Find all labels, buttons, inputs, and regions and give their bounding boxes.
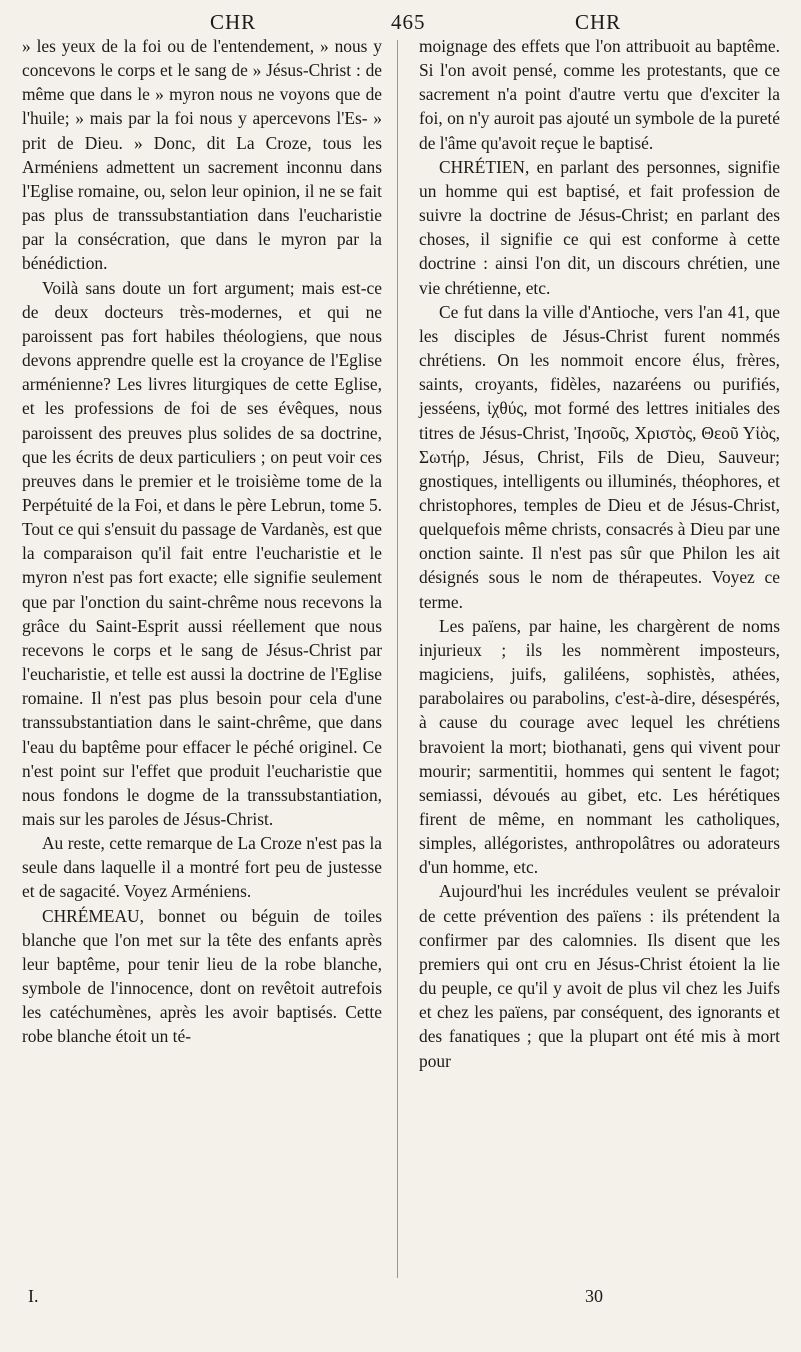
header-left: CHR xyxy=(210,10,257,34)
paragraph: Voilà sans doute un fort argument; mais est-ce de deux docteurs très-modernes, et qui ne paroissent pas fort habiles théologiens, que nous devons apprendre quelle est la croyance de l'Eglise arménienne? Les livres liturgiques de cette Eglise, et les professions de foi de ses évêques, nous paroissent des preuves plus solides de sa doctrine, que les écrits de deux particuliers ; on peut voir ces preuves dans le premier et le troisième tome de la Perpétuité de la Foi, et dans le père Lebrun, tome 5. Tout ce qui s'ensuit du passage de Vardanès, est que la comparaison qu'il fait entre l'eucharistie et le myron n'est pas fort exacte; elle signifie seulement que par l'onction du saint-chrême nous recevons la grâce du Saint-Esprit aussi réellement que nous recevons le corps et le sang de Jésus-Christ par l'eucharistie, et telle est aussi la doctrine de l'Eglise romaine. Il n'est pas plus besoin pour cela d'une transsubstantiation dans le saint-chrême, que dans l'eau du baptême pour effacer le péché originel. Ce n'est point sur l'effet que produit l'eucharistie que nous fondons le dogme de la transsubstantiation, mais sur les paroles de Jésus-Christ. xyxy=(22,277,382,829)
running-header xyxy=(0,4,801,38)
left-column xyxy=(22,34,382,1049)
page-number: 465 xyxy=(391,10,426,34)
right-column xyxy=(419,34,780,1073)
paragraph: Ce fut dans la ville d'Antioche, vers l'an 41, que les disciples de Jésus-Christ furent nommés chrétiens. On les nommoit encore élus, frères, saints, croyants, fidèles, nazaréens ou purifiés, jesséens, ἰχθύς, mot formé des lettres initiales des titres de Jésus-Christ, Ἰησοῦς, Χριστὸς, Θεοῦ Υἱὸς, Σωτήρ, Jésus, Christ, Fils de Dieu, Sauveur; gnostiques, intelligents ou illuminés, théophores, et christophores, temples de Dieu et de Jésus-Christ, quelquefois même christs, consacrés à Dieu par une onction sainte. Il n'est pas sûr que Philon les ait désignés sous le nom de thérapeutes. Voyez ce terme. xyxy=(419,301,780,612)
paragraph: Au reste, cette remarque de La Croze n'est pas la seule dans laquelle il a montré fort peu de justesse et de sagacité. Voyez Arméniens. xyxy=(22,833,382,902)
paragraph-entry-chremeau: CHRÉMEAU, bonnet ou béguin de toiles blanche que l'on met sur la tête des enfants après leur baptême, pour tenir lieu de la robe blanche, symbole de l'innocence, dont on revêtoit autrefois les catéchumènes, après les avoir baptisés. Cette robe blanche étoit un té- xyxy=(22,905,382,1047)
signature-mark: 30 xyxy=(585,1286,603,1306)
paragraph-entry-chretien: CHRÉTIEN, en parlant des personnes, signifie un homme qui est baptisé, et fait profession de suivre la doctrine de Jésus-Christ; en parlant des choses, il signifie ce qui est conforme à cette doctrine : ainsi l'on dit, un discours chrétien, une vie chrétienne, etc. xyxy=(419,156,780,298)
column-divider xyxy=(397,40,398,1278)
paragraph: Aujourd'hui les incrédules veulent se prévaloir de cette prévention des païens : ils prétendent la confirmer par des calomnies. Ils disent que les premiers qui ont cru en Jésus-Christ étoient la lie du peuple, ce qu'il y avoit de plus vil chez les Juifs et chez les païens, par conséquent, des ignorants et des fanatiques ; que la plupart ont été mis à mort pour xyxy=(419,881,780,1071)
volume-number: I. xyxy=(28,1286,39,1306)
paragraph: Les païens, par haine, les chargèrent de noms injurieux ; ils les nommèrent imposteurs, magiciens, juifs, galiléens, sophistès, athées, parabolaires ou parabolins, c'est-à-dire, désespérés, à cause du courage avec lequel les chrétiens bravoient la mort; biothanati, gens qui vivent pour mourir; sarmentitii, hommes qui sentent le fagot; semiassi, dévoués au gibet, etc. Les hérétiques firent de même, en nommant les catholiques, simples, allégoristes, anthropolâtres ou adorateurs d'un homme, etc. xyxy=(419,615,780,878)
header-right: CHR xyxy=(575,10,622,34)
paragraph: » les yeux de la foi ou de l'entendement, » nous y concevons le corps et le sang de » Jésus-Christ : de même que dans le » myron nous ne voyons que de l'huile; » mais par la foi nous y apercevons l'Es- » prit de Dieu. » Donc, dit La Croze, tous les Arméniens admettent un sacrement inconnu dans l'Eglise romaine, ou, selon leur opinion, il ne se fait pas plus de transsubstantiation dans l'eucharistie par la consécration, que dans le myron par la bénédiction. xyxy=(22,36,382,274)
paragraph: moignage des effets que l'on attribuoit au baptême. Si l'on avoit pensé, comme les protestants, que ce sacrement n'a point d'autre vertu que d'exciter la foi, on n'y auroit pas ajouté un symbole de la pureté de l'âme qu'avoit reçue le baptisé. xyxy=(419,36,780,153)
